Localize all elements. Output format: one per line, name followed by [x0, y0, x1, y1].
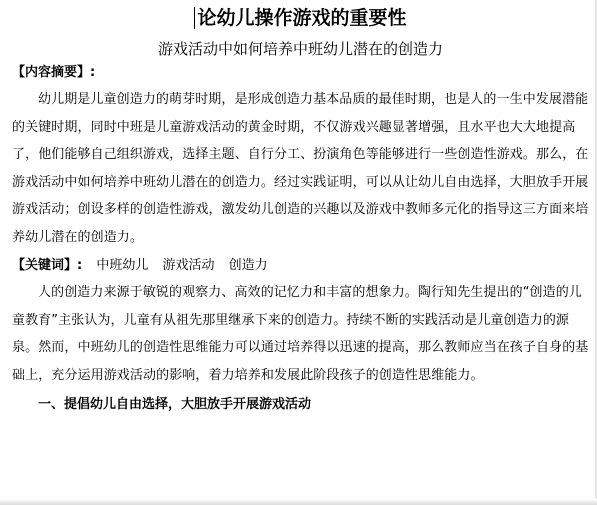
- keywords-label[interactable]: 【关键词】:: [12, 258, 83, 273]
- abstract-paragraph[interactable]: 幼儿期是儿童创造力的萌芽时期，是形成创造力基本品质的最佳时期，也是人的一生中发展潜能的关键时期，同时中班是儿童游戏活动的黄金时期，不仅游戏兴趣显著增强，且水平也大大地提高了，他们能够自己组织游戏，选择主题、自行分工、扮演角色等能够进行一些创造性游戏。那么，在游戏活动中如何培养中班幼儿潜在的创造力。经过实践证明，可以从让幼儿自由选择，大胆放手开展游戏活动；创设多样的创造性游戏，激发幼儿创造的兴趣以及游戏中教师多元化的指导这三方面来培养幼儿潜在的创造力。: [12, 92, 589, 245]
- text-cursor: [194, 7, 195, 29]
- keyword-item[interactable]: 中班幼儿: [96, 258, 149, 273]
- keyword-item[interactable]: 游戏活动: [162, 258, 215, 273]
- abstract-label[interactable]: 【内容摘要】:: [12, 65, 96, 80]
- title-row: [12, 2, 589, 34]
- keyword-item[interactable]: 创造力: [228, 258, 268, 273]
- body-paragraph[interactable]: 人的创造力来源于敏锐的观察力、高效的记忆力和丰富的想象力。陶行知先生提出的“创造的儿童教育”主张认为，儿童有从祖先那里继承下来的创造力。持续不断的实践活动是儿童创造力的源泉。然而，中班幼儿的创造性思维能力可以通过培养得以迅速的提高，那么教师应当在孩子自身的基础上，充分运用游戏活动的影响，着力培养和发展此阶段孩子的创造性思维能力。: [12, 285, 589, 383]
- keywords-row: [12, 255, 589, 279]
- document-subtitle[interactable]: 游戏活动中如何培养中班幼儿潜在的创造力: [157, 40, 443, 58]
- page-bottom-shadow: [0, 499, 597, 505]
- document-title[interactable]: 论幼儿操作游戏的重要性: [197, 7, 407, 29]
- section-heading[interactable]: 一、提倡幼儿自由选择，大胆放手开展游戏活动: [38, 397, 312, 412]
